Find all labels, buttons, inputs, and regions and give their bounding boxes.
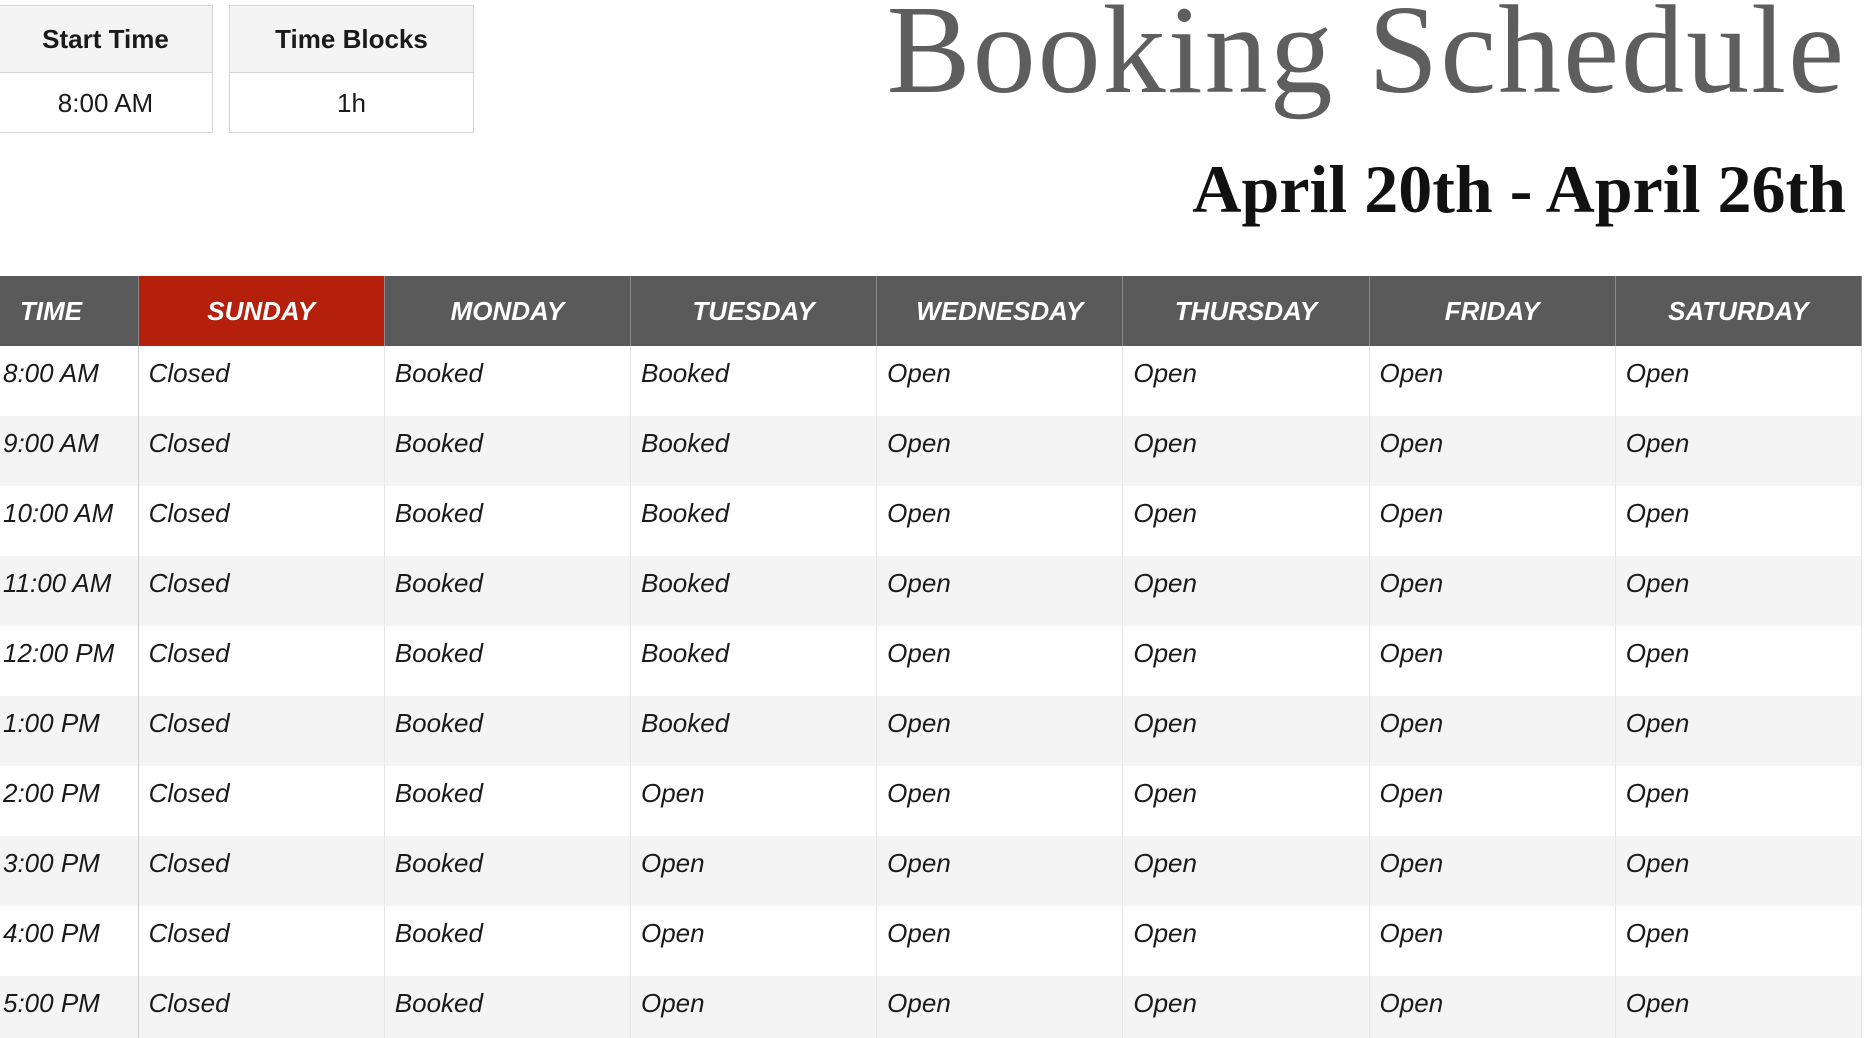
slot-status-cell-thursday[interactable]: Open — [1123, 976, 1369, 1038]
time-slot-cell[interactable]: 1:00 PM — [0, 696, 138, 766]
column-header-saturday[interactable]: SATURDAY — [1615, 276, 1861, 346]
slot-status-cell-tuesday[interactable]: Open — [630, 976, 876, 1038]
slot-status-cell-saturday[interactable]: Open — [1615, 416, 1861, 486]
slot-status-cell-thursday[interactable]: Open — [1123, 906, 1369, 976]
slot-status-cell-friday[interactable]: Open — [1369, 346, 1615, 416]
table-row — [0, 836, 1862, 906]
slot-status-cell-wednesday[interactable]: Open — [877, 766, 1123, 836]
time-slot-cell[interactable]: 3:00 PM — [0, 836, 138, 906]
slot-status-cell-wednesday[interactable]: Open — [877, 906, 1123, 976]
slot-status-cell-saturday[interactable]: Open — [1615, 486, 1861, 556]
slot-status-cell-sunday[interactable]: Closed — [138, 626, 384, 696]
time-blocks-box — [229, 5, 474, 133]
slot-status-cell-wednesday[interactable]: Open — [877, 556, 1123, 626]
slot-status-cell-friday[interactable]: Open — [1369, 696, 1615, 766]
slot-status-cell-thursday[interactable]: Open — [1123, 416, 1369, 486]
slot-status-cell-thursday[interactable]: Open — [1123, 556, 1369, 626]
slot-status-cell-friday[interactable]: Open — [1369, 486, 1615, 556]
slot-status-cell-sunday[interactable]: Closed — [138, 976, 384, 1038]
date-range-subtitle: April 20th - April 26th — [1192, 151, 1846, 227]
time-blocks-value[interactable]: 1h — [337, 88, 366, 118]
slot-status-cell-friday[interactable]: Open — [1369, 906, 1615, 976]
schedule-header-row — [0, 276, 1862, 346]
slot-status-cell-friday[interactable]: Open — [1369, 416, 1615, 486]
time-slot-cell[interactable]: 10:00 AM — [0, 486, 138, 556]
time-slot-cell[interactable]: 2:00 PM — [0, 766, 138, 836]
slot-status-cell-monday[interactable]: Booked — [384, 626, 630, 696]
slot-status-cell-wednesday[interactable]: Open — [877, 626, 1123, 696]
slot-status-cell-sunday[interactable]: Closed — [138, 346, 384, 416]
schedule-table — [0, 276, 1862, 1038]
slot-status-cell-thursday[interactable]: Open — [1123, 626, 1369, 696]
slot-status-cell-friday[interactable]: Open — [1369, 626, 1615, 696]
slot-status-cell-tuesday[interactable]: Booked — [630, 556, 876, 626]
column-header-monday[interactable]: MONDAY — [384, 276, 630, 346]
slot-status-cell-wednesday[interactable]: Open — [877, 486, 1123, 556]
slot-status-cell-saturday[interactable]: Open — [1615, 836, 1861, 906]
slot-status-cell-sunday[interactable]: Closed — [138, 836, 384, 906]
slot-status-cell-wednesday[interactable]: Open — [877, 836, 1123, 906]
slot-status-cell-tuesday[interactable]: Booked — [630, 486, 876, 556]
slot-status-cell-saturday[interactable]: Open — [1615, 906, 1861, 976]
slot-status-cell-sunday[interactable]: Closed — [138, 696, 384, 766]
time-blocks-label: Time Blocks — [230, 6, 473, 73]
slot-status-cell-sunday[interactable]: Closed — [138, 556, 384, 626]
table-row — [0, 416, 1862, 486]
time-slot-cell[interactable]: 12:00 PM — [0, 626, 138, 696]
slot-status-cell-wednesday[interactable]: Open — [877, 416, 1123, 486]
table-row — [0, 976, 1862, 1038]
column-header-wednesday[interactable]: WEDNESDAY — [877, 276, 1123, 346]
slot-status-cell-tuesday[interactable]: Booked — [630, 696, 876, 766]
time-slot-cell[interactable]: 11:00 AM — [0, 556, 138, 626]
page-title: Booking Schedule — [886, 0, 1846, 120]
slot-status-cell-saturday[interactable]: Open — [1615, 976, 1861, 1038]
slot-status-cell-wednesday[interactable]: Open — [877, 696, 1123, 766]
table-row — [0, 626, 1862, 696]
slot-status-cell-tuesday[interactable]: Open — [630, 766, 876, 836]
slot-status-cell-monday[interactable]: Booked — [384, 486, 630, 556]
slot-status-cell-thursday[interactable]: Open — [1123, 346, 1369, 416]
slot-status-cell-thursday[interactable]: Open — [1123, 486, 1369, 556]
slot-status-cell-monday[interactable]: Booked — [384, 696, 630, 766]
slot-status-cell-monday[interactable]: Booked — [384, 416, 630, 486]
slot-status-cell-wednesday[interactable]: Open — [877, 976, 1123, 1038]
slot-status-cell-wednesday[interactable]: Open — [877, 346, 1123, 416]
slot-status-cell-tuesday[interactable]: Open — [630, 906, 876, 976]
slot-status-cell-saturday[interactable]: Open — [1615, 766, 1861, 836]
slot-status-cell-friday[interactable]: Open — [1369, 836, 1615, 906]
slot-status-cell-thursday[interactable]: Open — [1123, 766, 1369, 836]
slot-status-cell-tuesday[interactable]: Open — [630, 836, 876, 906]
time-slot-cell[interactable]: 9:00 AM — [0, 416, 138, 486]
slot-status-cell-monday[interactable]: Booked — [384, 906, 630, 976]
column-header-tuesday[interactable]: TUESDAY — [630, 276, 876, 346]
time-slot-cell[interactable]: 5:00 PM — [0, 976, 138, 1038]
slot-status-cell-sunday[interactable]: Closed — [138, 416, 384, 486]
slot-status-cell-friday[interactable]: Open — [1369, 766, 1615, 836]
start-time-box — [0, 5, 213, 133]
slot-status-cell-saturday[interactable]: Open — [1615, 556, 1861, 626]
slot-status-cell-saturday[interactable]: Open — [1615, 696, 1861, 766]
table-row — [0, 696, 1862, 766]
time-slot-cell[interactable]: 4:00 PM — [0, 906, 138, 976]
table-row — [0, 906, 1862, 976]
slot-status-cell-sunday[interactable]: Closed — [138, 486, 384, 556]
start-time-value[interactable]: 8:00 AM — [57, 88, 154, 118]
column-header-sunday[interactable]: SUNDAY — [138, 276, 384, 346]
slot-status-cell-monday[interactable]: Booked — [384, 976, 630, 1038]
column-header-time[interactable]: TIME — [0, 276, 138, 346]
table-row — [0, 346, 1862, 416]
table-row — [0, 556, 1862, 626]
slot-status-cell-sunday[interactable]: Closed — [138, 766, 384, 836]
column-header-friday[interactable]: FRIDAY — [1369, 276, 1615, 346]
slot-status-cell-monday[interactable]: Booked — [384, 766, 630, 836]
slot-status-cell-sunday[interactable]: Closed — [138, 906, 384, 976]
table-row — [0, 486, 1862, 556]
slot-status-cell-monday[interactable]: Booked — [384, 836, 630, 906]
slot-status-cell-thursday[interactable]: Open — [1123, 836, 1369, 906]
slot-status-cell-friday[interactable]: Open — [1369, 976, 1615, 1038]
time-slot-cell[interactable]: 8:00 AM — [0, 346, 138, 416]
schedule-body — [0, 346, 1862, 1038]
slot-status-cell-monday[interactable]: Booked — [384, 556, 630, 626]
slot-status-cell-saturday[interactable]: Open — [1615, 346, 1861, 416]
slot-status-cell-monday[interactable]: Booked — [384, 346, 630, 416]
column-header-thursday[interactable]: THURSDAY — [1123, 276, 1369, 346]
start-time-label: Start Time — [0, 6, 212, 73]
slot-status-cell-tuesday[interactable]: Booked — [630, 626, 876, 696]
table-row — [0, 766, 1862, 836]
slot-status-cell-tuesday[interactable]: Booked — [630, 346, 876, 416]
slot-status-cell-saturday[interactable]: Open — [1615, 626, 1861, 696]
slot-status-cell-friday[interactable]: Open — [1369, 556, 1615, 626]
slot-status-cell-thursday[interactable]: Open — [1123, 696, 1369, 766]
slot-status-cell-tuesday[interactable]: Booked — [630, 416, 876, 486]
